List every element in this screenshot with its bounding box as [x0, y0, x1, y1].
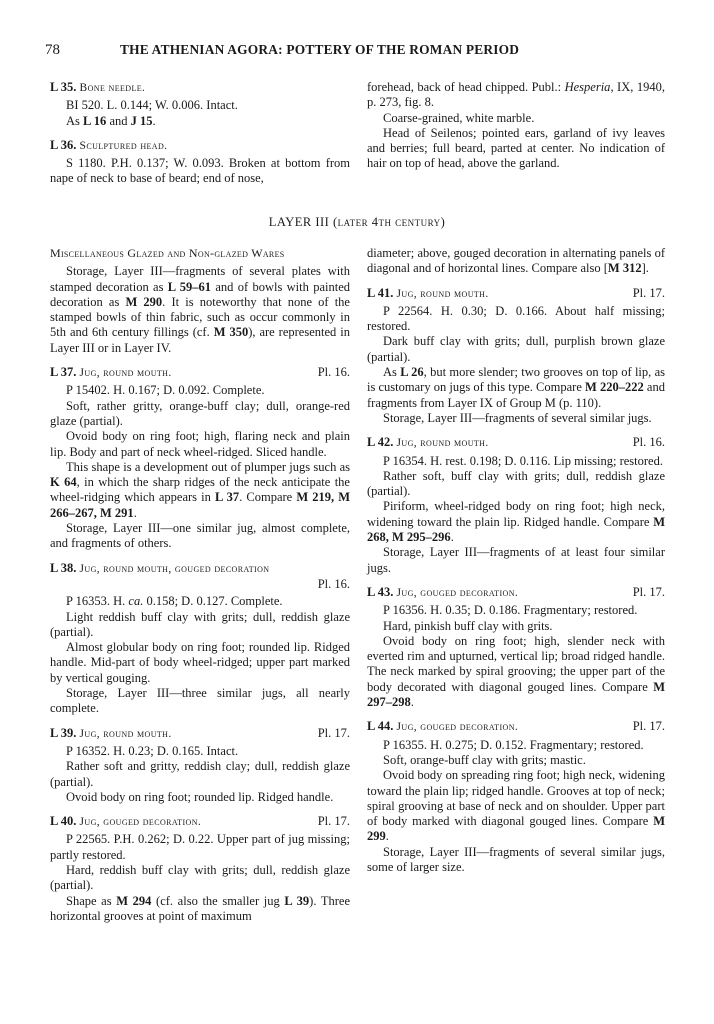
- catalog-ref: M 312: [607, 261, 642, 276]
- catalog-ref: L 26: [400, 365, 424, 380]
- entry-number: L 36.: [50, 137, 77, 152]
- paragraph: Coarse-grained, white marble.: [383, 110, 535, 125]
- entry-title: Jug, round mouth, gouged decoration: [79, 562, 270, 575]
- paragraph: Storage, Layer III—fragments of several similar jugs.: [383, 410, 652, 425]
- entry-title: Jug, gouged decoration.: [396, 721, 519, 734]
- catalog-ref: J 15: [130, 113, 153, 128]
- plate-ref: Pl. 17.: [632, 584, 665, 599]
- catalog-ref: L 39: [284, 893, 310, 908]
- paragraph: Ovoid body on ring foot; high, flaring neck and plain lip. Body and part of neck wheel-ridged. Sliced handle.: [50, 429, 350, 459]
- right-column: [367, 246, 665, 875]
- catalog-ref: M 294: [116, 893, 152, 908]
- paragraph: Storage, Layer III—fragments of at least four similar jugs.: [367, 545, 665, 575]
- entry-number: L 37.: [50, 365, 77, 380]
- catalog-ref: M 350: [213, 325, 249, 340]
- paragraph: diameter; above, gouged decoration in alternating panels of diagonal and of horizontal lines. Compare also [M 312].: [367, 246, 665, 276]
- entry-number: L 44.: [367, 719, 394, 734]
- entry-number: L 35.: [50, 80, 77, 94]
- catalog-ref: L 16: [83, 113, 107, 128]
- paragraph: Soft, orange-buff clay with grits; mastic.: [383, 752, 586, 767]
- entry-title: Jug, gouged decoration.: [79, 816, 202, 829]
- entry-heading-l38: [50, 561, 350, 593]
- entry-heading-l36: [50, 138, 350, 154]
- plate-ref: Pl. 17.: [632, 719, 665, 734]
- paragraph: Ovoid body on spreading ring foot; high neck, widening toward the plain lip; ridged handle. Grooves at top of neck; spiral grooving at base of neck and on shoulder. Upper part of body marked with diagonal gouged lines. Compare M 299.: [367, 768, 665, 844]
- plate-ref: Pl. 16.: [317, 365, 350, 380]
- paragraph: Ovoid body on ring foot; rounded lip. Ridged handle.: [66, 789, 334, 804]
- paragraph: forehead, back of head chipped. Publ.: Hesperia, IX, 1940, p. 273, fig. 8.: [367, 80, 665, 110]
- paragraph: Rather soft, buff clay with grits; dull, reddish glaze (partial).: [367, 468, 665, 499]
- catalog-ref: M 290: [125, 294, 163, 309]
- paragraph: Storage, Layer III—one similar jug, almost complete, and fragments of others.: [50, 521, 350, 551]
- paragraph: S 1180. P.H. 0.137; W. 0.093. Broken at bottom from nape of neck to base of beard; end of nose,: [50, 156, 350, 186]
- paragraph: P 16356. H. 0.35; D. 0.186. Fragmentary; restored.: [383, 603, 638, 618]
- paragraph: Storage, Layer III—fragments of several plates with stamped decoration as L 59–61 and of bowls with painted decoration as M 290. It is noteworthy that none of the stamped bowls of thin fabric, such as occur commonly in 5th and 6th century fillings (cf. M 350), are represented in Layer III or in Layer IV.: [50, 264, 350, 355]
- entry-heading-l35: [50, 80, 350, 96]
- entry-heading-l42: [367, 435, 665, 451]
- paragraph: P 22565. P.H. 0.262; D. 0.22. Upper part of jug missing; partly restored.: [50, 832, 350, 862]
- paragraph: P 16354. H. rest. 0.198; D. 0.116. Lip missing; restored.: [383, 453, 663, 468]
- subsection-heading: Miscellaneous Glazed and Non-glazed Wares: [50, 246, 285, 260]
- entry-number: L 42.: [367, 435, 394, 450]
- plate-ref: Pl. 17.: [632, 285, 665, 300]
- catalog-ref: L 37: [214, 490, 240, 505]
- catalog-ref: M 297–298: [367, 679, 665, 710]
- entry-number: L 38.: [50, 560, 77, 575]
- running-title: THE ATHENIAN AGORA: POTTERY OF THE ROMAN PERIOD: [120, 42, 520, 57]
- entry-heading-l44: [367, 719, 665, 735]
- paragraph: This shape is a development out of plumper jugs such as K 64, in which the sharp ridges of the neck anticipate the wheel-ridging which appears in L 37. Compare M 219, M 266–267, M 291.: [50, 459, 350, 520]
- paragraph: Ovoid body on ring foot; high, slender neck with everted rim and upturned, vertical lip; broad ridged handle. The neck marked by spiral grooving; the upper part of the body decorated with diagonal gouged lines. Compare M 297–298.: [367, 633, 665, 710]
- paragraph: P 22564. H. 0.30; D. 0.166. About half missing; restored.: [367, 303, 665, 334]
- paragraph: P 15402. H. 0.167; D. 0.092. Complete.: [66, 383, 265, 398]
- entry-title: Jug, round mouth.: [396, 437, 489, 450]
- paragraph: Soft, rather gritty, orange-buff clay; dull, orange-red glaze (partial).: [50, 398, 350, 428]
- entry-heading-l39: [50, 726, 350, 742]
- entry-title: Bone needle.: [79, 82, 146, 94]
- top-left-column: [50, 80, 350, 187]
- paragraph: As L 16 and J 15.: [66, 113, 156, 128]
- paragraph: Hard, reddish buff clay with grits; dull, reddish glaze (partial).: [50, 862, 350, 893]
- paragraph: Dark buff clay with grits; dull, purplish brown glaze (partial).: [367, 334, 665, 364]
- paragraph: Piriform, wheel-ridged body on ring foot; high neck, widening toward the plain lip. Ridged handle. Compare M 268, M 295–296.: [367, 499, 665, 545]
- journal-name: Hesperia: [564, 80, 611, 94]
- catalog-ref: M 268, M 295–296: [367, 514, 665, 545]
- top-right-column: [367, 80, 665, 172]
- left-column: [50, 246, 350, 924]
- paragraph: Storage, Layer III—three similar jugs, all nearly complete.: [50, 686, 350, 716]
- entry-heading-l37: [50, 365, 350, 381]
- paragraph: Rather soft and gritty, reddish clay; dull, reddish glaze (partial).: [50, 759, 350, 789]
- section-title: LAYER III (later 4th century): [268, 215, 446, 229]
- entry-heading-l43: [367, 585, 665, 601]
- entry-title: Sculptured head.: [79, 139, 168, 152]
- entry-heading-l41: [367, 286, 665, 302]
- catalog-ref: L 59–61: [167, 279, 212, 294]
- entry-title: Jug, round mouth.: [79, 367, 172, 380]
- catalog-ref: M 219, M 266–267, M 291: [50, 490, 350, 520]
- paragraph: As L 26, but more slender; two grooves on top of lip, as is customary on jugs of this type. Compare M 220–222 and fragments from Layer IX of Group M (p. 110).: [367, 365, 665, 410]
- paragraph: Light reddish buff clay with grits; dull, reddish glaze (partial).: [50, 609, 350, 639]
- entry-number: L 43.: [367, 584, 394, 599]
- plate-ref: Pl. 17.: [317, 725, 350, 740]
- catalog-ref: M 299: [367, 814, 665, 844]
- paragraph: Hard, pinkish buff clay with grits.: [383, 618, 553, 633]
- paragraph: P 16352. H. 0.23; D. 0.165. Intact.: [66, 743, 239, 758]
- entry-title: Jug, gouged decoration.: [396, 586, 519, 599]
- plate-ref: Pl. 17.: [317, 814, 350, 829]
- page-number: 78: [45, 42, 60, 58]
- paragraph: Storage, Layer III—fragments of several similar jugs, some of larger size.: [367, 844, 665, 874]
- paragraph: BI 520. L. 0.144; W. 0.006. Intact.: [66, 98, 238, 113]
- entry-number: L 39.: [50, 725, 77, 740]
- entry-number: L 40.: [50, 814, 77, 829]
- entry-title: Jug, round mouth.: [396, 287, 489, 300]
- entry-number: L 41.: [367, 285, 394, 300]
- catalog-ref: K 64: [50, 475, 77, 490]
- catalog-ref: M 220–222: [585, 380, 644, 395]
- paragraph: P 16355. H. 0.275; D. 0.152. Fragmentary; restored.: [383, 737, 644, 752]
- paragraph: Head of Seilenos; pointed ears, garland of ivy leaves and berries; full beard, parted at center. No indication of hair on top of head, above the garland.: [367, 125, 665, 171]
- paragraph: P 16353. H. ca. 0.158; D. 0.127. Complete.: [66, 594, 283, 609]
- entry-heading-l40: [50, 814, 350, 830]
- plate-ref: Pl. 16.: [317, 576, 350, 591]
- paragraph: Shape as M 294 (cf. also the smaller jug L 39). Three horizontal grooves at point of maximum: [50, 893, 350, 923]
- paragraph: Almost globular body on ring foot; rounded lip. Ridged handle. Mid-part of body wheel-ridged; upper part marked by vertical gouging.: [50, 640, 350, 685]
- plate-ref: Pl. 16.: [632, 435, 665, 450]
- entry-title: Jug, round mouth.: [79, 727, 172, 740]
